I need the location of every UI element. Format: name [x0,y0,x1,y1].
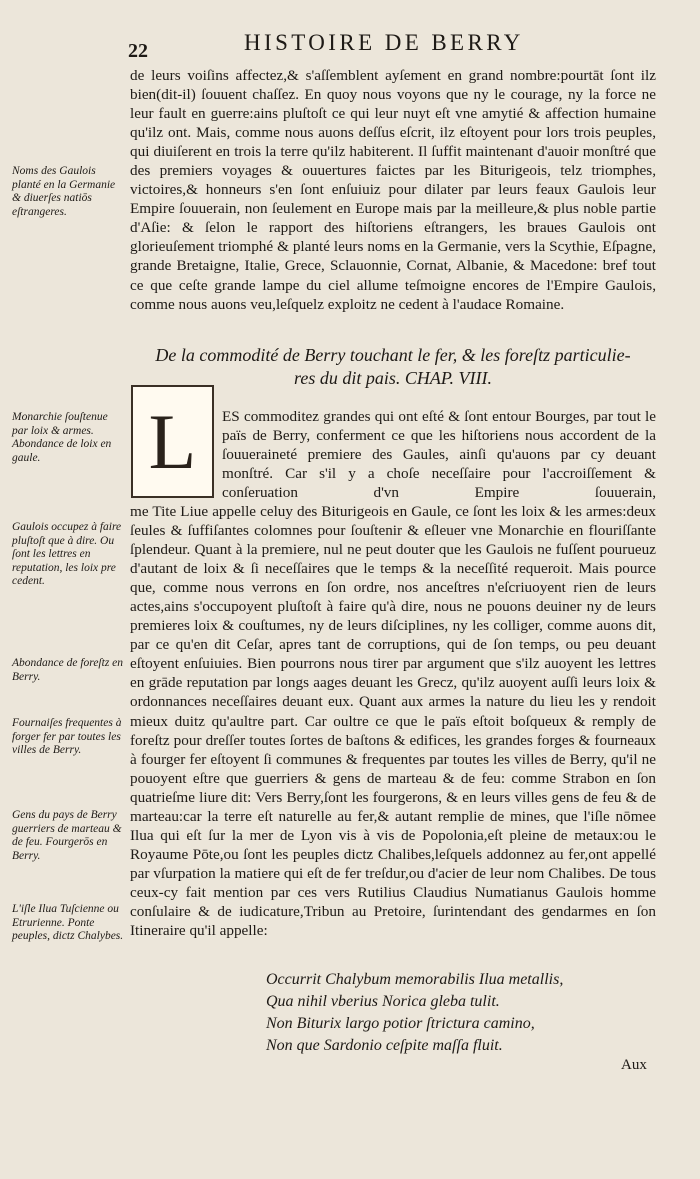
marginal-note-1: Noms des Gaulois planté en la Germanie & diuerſes natiōs eſtrangeres. [12,165,116,218]
marginal-note-7: L'iſle Ilua Tuſcienne ou Etrurienne. Ponte peuples, dictz Chalybes. [12,903,124,943]
body-paragraph-1: de leurs voiſins affectez,& s'aſſemblent ayſement en grand nombre:pourtāt ſont ilz bien(dit-il) ſouuent chaſſez. En quoy nous voyons que ny le courage, ny la force ne leur fault en guerre:ains pluſtoſt ce qui leur nuyt eſt vne amytié & affection humaine qu'ilz ont. Mais, comme nous auons deſſus eſcrit, ilz eſtoyent pour lors trois peuples, qui diuiſerent en trois la terre qu'ilz habiterent. Il ſuffit maintenant d'auoir monſtré que des premiers voyages & ouuertures faictes par les Biturigeois, telz triomphes, victoires,& honneurs s'en ſont enſuiuiz pour dilater par leurs feaux Gaulois leur Empire ſouuerain, non ſeulement en Europe mais par la meilleure,& plus noble partie d'Aſie: & ſelon le rapport des hiſtoriens eſtrangers, les braues Gaulois ont glorieuſement triomphé & planté leurs noms en la Germanie, vers la Scythie, Eſpagne, grande Bretaigne, Italie, Grece, Sclauonnie, Cornat, Albanie, & Macedone: bref tout ce que ceſte grande lampe du ciel allume teſmoigne encores de l'Empire Gaulois, comme nous auons veu,leſquelz exploitz ne cedent à l'audace Romaine. [130,67,656,313]
verse-line-4: Non que Sardonio ceſpite maſſa fluit. [266,1036,503,1054]
chapter-heading-line-2: res du dit pais. CHAP. VIII. [294,368,492,388]
marginal-note-3: Gaulois occupez à faire pluſtoſt que à dire. Ou ſont les lettres en reputation, les loix pre cedent. [12,521,122,588]
running-title: HISTOIRE DE BERRY [244,30,524,55]
drop-cap-initial [131,385,214,498]
drop-cap-letter: L [148,397,197,485]
body-paragraph-2: me Tite Liue appelle celuy des Biturigeois en Gaule, ce ſont les loix & les armes:deux ſeules & ſuffiſantes colomnes pour ſouſtenir & eſleuer vne Monarchie en flouriſſante ſplendeur. Quant à la premiere, nul ne peut douter que les Gaulois ne fuſſent pourueuz d'autant de loix & ſi neceſſaires que le temps & la neceſſité requeroit. Mais pource que, comme nous verrons en ſon ordre, nos anceſtres n'eſcriuoyent rien de leurs actes,ains s'occupoyent pluſtoſt à faire qu'à dire, nous ne pouons deuiner ny de leurs premieres loix & couſtumes, ny de leurs diſciplines, ny les colliger, comme auons dit, par ce qu'en dit Ceſar, apres tant de corruptions, qui de ſon temps, ou peu deuant eſtoyent enſuiuies. Bien pourrons nous tirer par argument que s'ilz auoyent les lettres en grāde reputation par longs aages deuant les Grecz, qu'ilz auoyent auſſi leurs loix & ordonnances neceſſaires deuant eux. Quant aux armes la nature du lieu les y rendoit mieux duitz qu'aultre part. Car oultre ce que le païs eſtoit boſqueux & remply de foreſtz pour dreſſer toutes ſortes de baſtons & edifices, les grandes forges & fourneaux à fourger fer eſtoyent ſi communes & frequentes par toutes les villes de Berry, qu'il ne pouoyent eſtre que guerriers & gens de marteau & de feu: comme Strabon en ſon quatrieſme liure dit: Vers Berry,ſont les fourgerons, & en leurs villes gens de feu & de marteau:car la terre eſt naturelle au fer,& autant remplie de mines, que l'iſle nōmee Ilua qui eſt ſur la mer de Lyon vis à vis de Popolonia,eſt pleine de metaux:ou le Royaume Pōte,ou ſont les peuples dictz Chalibes,leſquels addonnez au fer,ont appellé par vſurpation la matiere qui eſt de fer treſdur,ou d'acier de leur nom Chalibes. De tous ceux-cy fait mention par ces vers Rutilius Claudius Numatianus Gaulois homme conſulaire & de iudicature,Tribun au Pretoire, ſurintendant des gendarmes en ſon Itineraire qu'il appelle: [130,503,656,940]
body-paragraph-2-opening: ES commoditez grandes qui ont eſté & ſont entour Bourges, par tout le païs de Berry, conferment ce que les hiſtoriens nous accordent de la ſouueraineté premiere des Gaules, ainſi qu'auons par cy deuant monſtré. Car s'il y a choſe neceſſaire pour l'accroiſſement & conſeruation d'vn Empire ſouuerain, [222,408,656,502]
verse-line-3: Non Biturix largo potior ſtrictura camino, [266,1014,535,1032]
marginal-note-2: Monarchie ſouſtenue par loix & armes. Abondance de loix en gaule. [12,411,112,464]
verse-line-2: Qua nihil vberius Norica gleba tulit. [266,992,500,1010]
latin-verse [266,969,686,1057]
page-number: 22 [128,40,148,62]
marginal-note-4: Abondance de foreſtz en Berry. [12,657,124,683]
verse-line-1: Occurrit Chalybum memorabilis Ilua metallis, [266,971,564,988]
marginal-note-6: Gens du pays de Berry guerriers de marteau & de feu. Fourgerōs en Berry. [12,809,122,862]
chapter-heading-line-1: De la commodité de Berry touchant le fer, & les foreſtz particulie- [155,345,631,365]
marginal-note-5: Fournaiſes frequentes à forger fer par toutes les villes de Berry. [12,717,122,757]
catchword: Aux [621,1057,647,1073]
